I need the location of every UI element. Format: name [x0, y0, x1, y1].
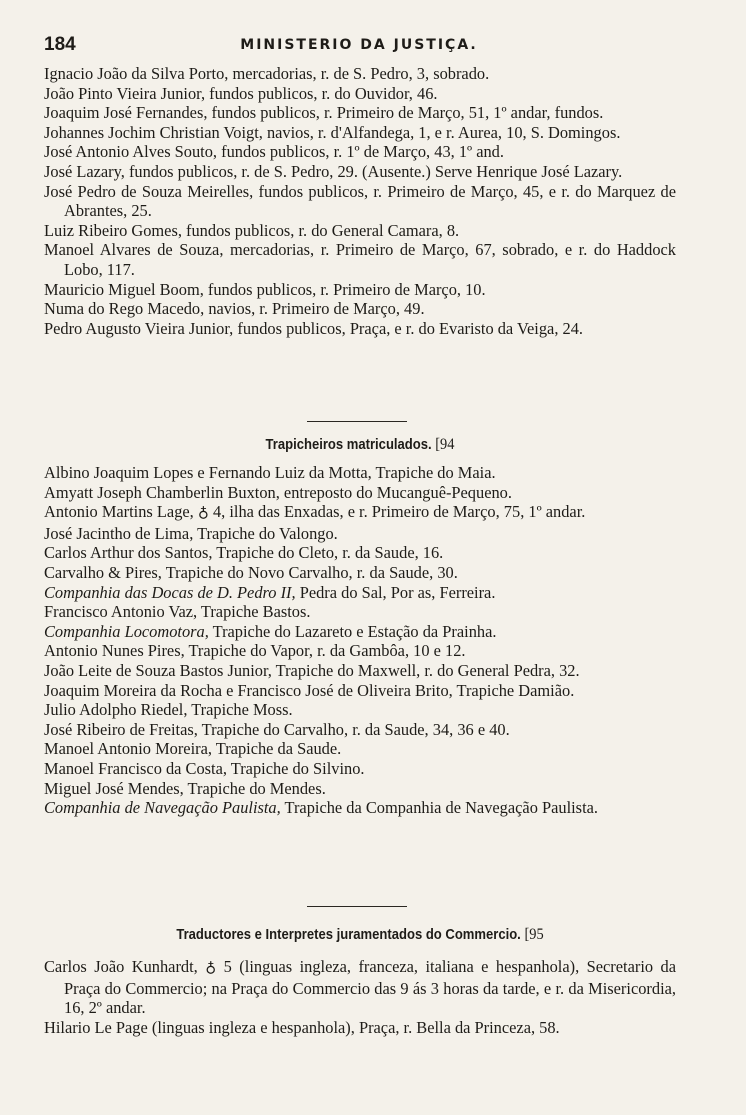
section-heading-trapicheiros — [76, 436, 645, 454]
list-item: João Leite de Souza Bastos Junior, Trapiche do Maxwell, r. do General Pedra, 32. — [44, 660, 580, 680]
list-item: Pedro Augusto Vieira Junior, fundos publicos, Praça, e r. do Evaristo da Veiga, 24. — [44, 318, 584, 338]
section-title: Trapicheiros matriculados. — [265, 437, 432, 453]
list-item: Joaquim Moreira da Rocha e Francisco José de Oliveira Brito, Trapiche Damião. — [44, 680, 575, 700]
list-item: Julio Adolpho Riedel, Trapiche Moss. — [44, 700, 293, 720]
list-item: Manoel Francisco da Costa, Trapiche do Silvino. — [44, 758, 365, 778]
list-item: Companhia de Navegação Paulista, Trapiche da Companhia de Navegação Paulista. — [44, 798, 598, 818]
list-item: Manoel Antonio Moreira, Trapiche da Saude. — [44, 739, 342, 759]
section-heading-traductores — [76, 926, 645, 944]
list-item: Amyatt Joseph Chamberlin Buxton, entreposto do Mucanguê-Pequeno. — [44, 482, 512, 502]
list-item: Miguel José Mendes, Trapiche do Mendes. — [44, 778, 326, 798]
firm-name: Companhia das Docas de D. Pedro II, — [44, 582, 296, 602]
list-item: Johannes Jochim Christian Voigt, navios, r. d'Alfandega, 1, e r. Aurea, 10, S. Domingos. — [44, 122, 621, 142]
list-item: Carlos João Kunhardt, ♁ 5 (linguas ingleza, franceza, italiana e hespanhola), Secretario da Praça do Commercio; na Praça do Commercio das 9 ás 3 horas da tarde, e r. da Misericordia, 16, 2º andar. — [44, 957, 677, 1018]
firm-name: Companhia de Navegação Paulista, — [44, 798, 281, 818]
traductores-list — [44, 957, 676, 1037]
firm-name: Companhia Locomotora, — [44, 621, 209, 641]
list-item: José Lazary, fundos publicos, r. de S. Pedro, 29. (Ausente.) Serve Henrique José Lazary. — [44, 161, 623, 181]
section-divider — [307, 421, 407, 422]
section-divider — [307, 906, 407, 907]
seal-icon: ♁ — [205, 960, 217, 976]
list-item: José Pedro de Souza Meirelles, fundos publicos, r. Primeiro de Março, 45, e r. do Marquez de Abrantes, 25. — [44, 181, 676, 221]
list-item: José Ribeiro de Freitas, Trapiche do Carvalho, r. da Saude, 34, 36 e 40. — [44, 719, 510, 739]
list-item: Joaquim José Fernandes, fundos publicos, r. Primeiro de Março, 51, 1º andar, fundos. — [44, 103, 604, 123]
list-item: Mauricio Miguel Boom, fundos publicos, r. Primeiro de Março, 10. — [44, 279, 486, 299]
list-item: Carvalho & Pires, Trapiche do Novo Carvalho, r. da Saude, 30. — [44, 562, 458, 582]
list-item: Ignacio João da Silva Porto, mercadorias, r. de S. Pedro, 3, sobrado. — [44, 64, 490, 83]
list-item: Hilario Le Page (linguas ingleza e hespanhola), Praça, r. Bella da Princeza, 58. — [44, 1017, 560, 1037]
list-item: Numa do Rego Macedo, navios, r. Primeiro de Março, 49. — [44, 299, 425, 319]
list-item: José Antonio Alves Souto, fundos publicos, r. 1º de Março, 43, 1º and. — [44, 142, 504, 162]
list-item: Luiz Ribeiro Gomes, fundos publicos, r. do General Camara, 8. — [44, 220, 460, 240]
trapicheiros-list — [44, 463, 676, 818]
list-item: José Jacintho de Lima, Trapiche do Valongo. — [44, 523, 338, 543]
list-item: Manoel Alvares de Souza, mercadorias, r. Primeiro de Março, 67, sobrado, e r. do Haddock Lobo, 117. — [44, 240, 676, 279]
list-item: Companhia Locomotora, Trapiche do Lazareto e Estação da Prainha. — [44, 621, 497, 641]
section-title: Traductores e Interpretes juramentados do Commercio. — [176, 927, 521, 943]
list-item: João Pinto Vieira Junior, fundos publicos, r. do Ouvidor, 46. — [44, 83, 438, 103]
list-item: Francisco Antonio Vaz, Trapiche Bastos. — [44, 602, 311, 622]
page-number: 184 — [44, 34, 76, 55]
section-number: [95 — [524, 926, 544, 943]
list-item: Antonio Martins Lage, ♁ 4, ilha das Enxadas, e r. Primeiro de Março, 75, 1º andar. — [44, 502, 676, 524]
list-item: Albino Joaquim Lopes e Fernando Luiz da Motta, Trapiche do Maia. — [44, 463, 496, 482]
section-number: [94 — [435, 436, 455, 453]
list-item: Carlos Arthur dos Santos, Trapiche do Cleto, r. da Saude, 16. — [44, 543, 444, 563]
page-header — [44, 34, 674, 58]
list-item: Companhia das Docas de D. Pedro II, Pedra do Sal, Por as, Ferreira. — [44, 582, 496, 602]
seal-icon: ♁ — [197, 505, 209, 522]
list-item: Antonio Nunes Pires, Trapiche do Vapor, r. da Gambôa, 10 e 12. — [44, 641, 466, 661]
running-title: MINISTERIO DA JUSTIÇA. — [240, 37, 478, 53]
continued-entries-list — [44, 64, 676, 338]
